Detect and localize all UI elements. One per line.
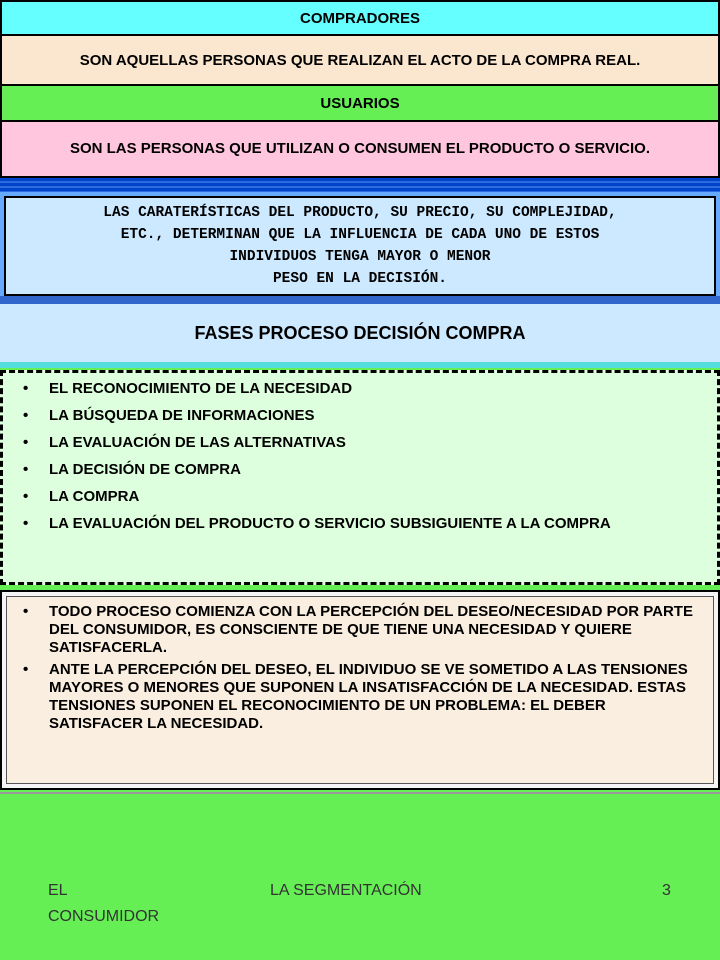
divider-band [0,178,720,192]
list-item: • TODO PROCESO COMIENZA CON LA PERCEPCIÓN DEL DESEO/NECESIDAD POR PARTE DEL CONSUMIDOR, ES CONSCIENTE DE QUE TIENE UNA NECESIDAD Y QUIERE SATISFACERLA. [23,603,693,656]
footer-left: EL CONSUMIDOR [48,882,160,925]
page-number: 3 [662,882,671,899]
influence-note-frame [0,192,720,300]
list-item: • LA COMPRA [23,488,140,505]
list-item: • EL RECONOCIMIENTO DE LA NECESIDAD [23,380,353,397]
list-item: • LA EVALUACIÓN DE LAS ALTERNATIVAS [23,434,346,451]
list-item-text: TODO PROCESO COMIENZA CON LA PERCEPCIÓN DEL DESEO/NECESIDAD POR PARTE DEL CONSUMIDOR, ES CONSCIENTE DE QUE TIENE UNA NECESIDAD Y QUIERE SATISFACERLA. [49,603,693,656]
compradores-title: COMPRADORES [0,0,720,36]
usuarios-title: USUARIOS [0,86,720,122]
list-item: • LA BÚSQUEDA DE INFORMACIONES [23,407,315,424]
usuarios-definition: SON LAS PERSONAS QUE UTILIZAN O CONSUMEN EL PRODUCTO O SERVICIO. [0,122,720,178]
influence-note-line: PESO EN LA DECISIÓN. [272,271,447,287]
footer-center: LA SEGMENTACIÓN [270,882,422,899]
explanation-box [6,596,714,784]
influence-note-line: LAS CARATERÍSTICAS DEL PRODUCTO, SU PRECIO, SU COMPLEJIDAD, [103,205,617,221]
list-item-text: ANTE LA PERCEPCIÓN DEL DESEO, EL INDIVIDUO SE VE SOMETIDO A LAS TENSIONES MAYORES O MENORES QUE SUPONEN LA INSATISFACCIÓN DE LA NECESIDAD. ESTAS TENSIONES SUPONEN EL RECONOCIMIENTO DE UN PROBLEMA: EL DEBER SATISFACER LA NECESIDAD. [49,661,688,732]
list-item-text: LA EVALUACIÓN DEL PRODUCTO O SERVICIO SUBSIGUIENTE A LA COMPRA [49,515,611,532]
list-item-text: LA EVALUACIÓN DE LAS ALTERNATIVAS [49,434,346,451]
list-item-text: LA COMPRA [49,488,140,505]
influence-note-line: ETC., DETERMINAN QUE LA INFLUENCIA DE CADA UNO DE ESTOS [120,227,600,243]
compradores-definition: SON AQUELLAS PERSONAS QUE REALIZAN EL ACTO DE LA COMPRA REAL. [0,36,720,86]
fases-title: FASES PROCESO DECISIÓN COMPRA [0,304,720,362]
list-item: • LA EVALUACIÓN DEL PRODUCTO O SERVICIO SUBSIGUIENTE A LA COMPRA [23,515,611,532]
list-item: • LA DECISIÓN DE COMPRA [23,461,241,478]
divider-band [0,296,720,304]
fases-list [0,370,720,585]
explanation-frame [0,590,720,790]
list-item-text: LA BÚSQUEDA DE INFORMACIONES [49,407,315,424]
footer-divider [0,792,720,794]
divider-band [0,362,720,368]
list-item: • ANTE LA PERCEPCIÓN DEL DESEO, EL INDIVIDUO SE VE SOMETIDO A LAS TENSIONES MAYORES O MENORES QUE SUPONEN LA INSATISFACCIÓN DE LA NECESIDAD. ESTAS TENSIONES SUPONEN EL RECONOCIMIENTO DE UN PROBLEMA: EL DEBER SATISFACER LA NECESIDAD. [23,661,688,732]
influence-note-line: INDIVIDUOS TENGA MAYOR O MENOR [229,249,491,265]
list-item-text: EL RECONOCIMIENTO DE LA NECESIDAD [49,380,353,397]
influence-note [4,196,716,296]
list-item-text: LA DECISIÓN DE COMPRA [49,461,241,478]
